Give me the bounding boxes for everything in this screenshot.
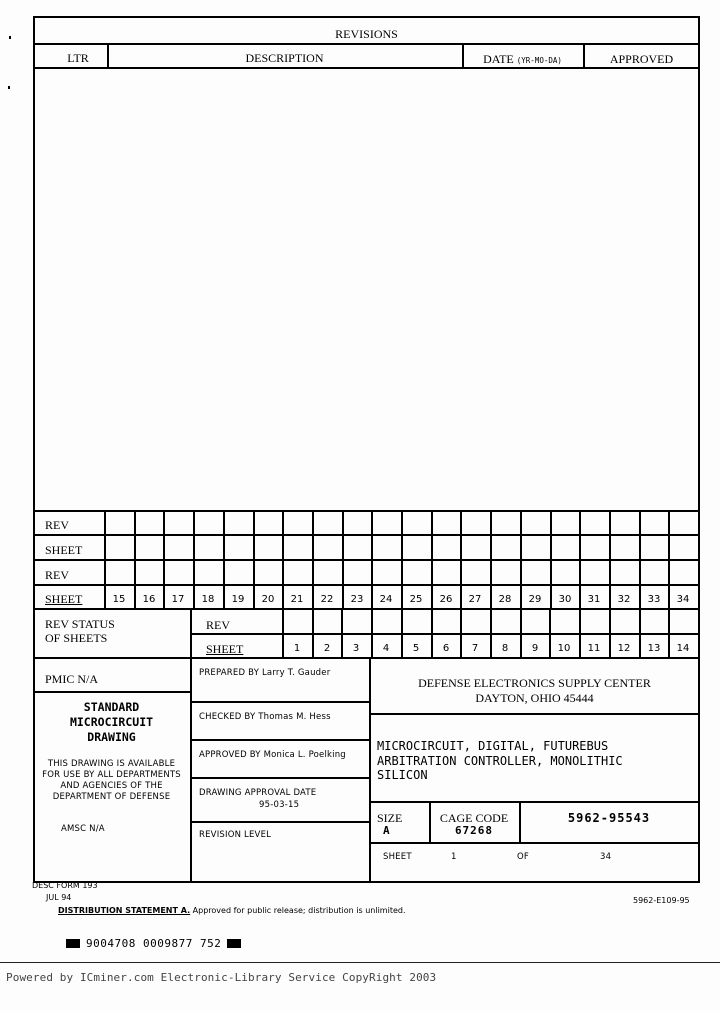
- sheet-number-cell: 30: [558, 594, 572, 605]
- revision-level-label: REVISION LEVEL: [199, 830, 272, 840]
- revisions-block: [33, 16, 700, 512]
- availability-line1: THIS DRAWING IS AVAILABLE: [47, 759, 176, 769]
- size-value: A: [383, 824, 390, 837]
- sheet-number-cell: 17: [171, 594, 185, 605]
- size-label: SIZE: [377, 811, 403, 825]
- column-ltr: LTR: [67, 51, 89, 65]
- revisions-entries-area: [35, 69, 698, 512]
- date-format: (YR-MO-DA): [516, 56, 562, 65]
- sheet-number-cell: 31: [587, 594, 601, 605]
- drawing-title-line1: MICROCIRCUIT, DIGITAL, FUTUREBUS: [377, 739, 609, 753]
- sheet-number-cell: 9: [531, 643, 539, 654]
- cage-code-label: CAGE CODE: [439, 811, 509, 825]
- rev-status-label-line2: OF SHEETS: [45, 631, 108, 645]
- row-label-rev: REV: [45, 518, 69, 532]
- sheet-number-cell: 32: [617, 594, 631, 605]
- column-description: DESCRIPTION: [245, 51, 324, 65]
- barcode-text: 9004708 0009877 752: [86, 936, 222, 950]
- standard-drawing-line2: MICROCIRCUIT: [69, 715, 154, 729]
- rev-status-block: [33, 608, 700, 660]
- scan-mark: [9, 36, 11, 39]
- drawing-title-line3: SILICON: [377, 768, 428, 782]
- sheet-number-cell: 25: [409, 594, 423, 605]
- sheet-value: 1: [451, 852, 457, 862]
- drawing-title-line2: ARBITRATION CONTROLLER, MONOLITHIC: [377, 754, 623, 768]
- distribution-text: Approved for public release; distribution is unlimited.: [190, 906, 406, 915]
- availability-line3: AND AGENCIES OF THE: [60, 781, 163, 791]
- footer-divider: [0, 962, 720, 963]
- sheet-number-cell: 16: [142, 594, 156, 605]
- sheet-number-cell: 22: [320, 594, 334, 605]
- sheet-number-cell: 24: [379, 594, 393, 605]
- sheet-label: SHEET: [383, 852, 412, 862]
- barcode-block-icon: [66, 939, 80, 948]
- sheet-number-cell: 3: [352, 643, 360, 654]
- pmic-label: PMIC N/A: [45, 672, 99, 686]
- barcode-block-icon: [227, 939, 241, 948]
- sheet-number-cell: 29: [528, 594, 542, 605]
- sheet-number-cell: 19: [231, 594, 245, 605]
- sheet-number-cell: 21: [290, 594, 304, 605]
- row-label-rev: REV: [45, 568, 69, 582]
- sheet-number-cell: 2: [323, 643, 331, 654]
- amsc-label: AMSC N/A: [61, 824, 105, 834]
- sheet-number-cell: 4: [382, 643, 390, 654]
- document-code: 5962-E109-95: [633, 896, 690, 905]
- barcode-line: [66, 936, 241, 950]
- checked-by: CHECKED BY Thomas M. Hess: [199, 712, 331, 722]
- sheet-number-cell: 28: [498, 594, 512, 605]
- sheet-number-cell: 7: [471, 643, 479, 654]
- row-label-sheet: SHEET: [45, 592, 83, 606]
- sheet-number-cell: 1: [293, 643, 301, 654]
- sheet-number-cell: 8: [501, 643, 509, 654]
- sheet-number-cell: 23: [350, 594, 364, 605]
- agency-address: DAYTON, OHIO 45444: [475, 691, 594, 705]
- drawing-number: 5962-95543: [567, 811, 651, 825]
- sheet-number-cell: 34: [676, 594, 690, 605]
- sheet-number-cell: 26: [439, 594, 453, 605]
- row-label-sheet: SHEET: [45, 543, 83, 557]
- availability-line4: DEPARTMENT OF DEFENSE: [52, 792, 171, 802]
- approval-date-value: 95-03-15: [259, 800, 300, 810]
- lower-sheet-label: SHEET: [206, 642, 244, 656]
- sheet-number-cell: 13: [647, 643, 661, 654]
- form-date: JUL 94: [46, 893, 72, 902]
- of-label: OF: [517, 852, 529, 862]
- approved-by: APPROVED BY Monica L. Poelking: [199, 750, 346, 760]
- sheet-number-cell: 20: [261, 594, 275, 605]
- sheet-number-cell: 6: [442, 643, 450, 654]
- distribution-label: DISTRIBUTION STATEMENT A.: [58, 906, 191, 915]
- of-value: 34: [600, 852, 612, 862]
- standard-drawing-line3: DRAWING: [87, 730, 136, 744]
- title-block: [33, 657, 700, 883]
- sheet-number-cell: 15: [112, 594, 126, 605]
- rev-status-label-line1: REV STATUS: [45, 617, 115, 631]
- date-label: DATE: [483, 52, 514, 66]
- sheet-number-cell: 5: [412, 643, 420, 654]
- sheet-number-cell: 33: [647, 594, 661, 605]
- standard-drawing-line1: STANDARD: [83, 700, 140, 714]
- sheet-number-cell: 10: [557, 643, 571, 654]
- scan-mark: [8, 86, 10, 89]
- distribution-statement: [58, 906, 406, 915]
- lower-rev-label: REV: [206, 618, 230, 632]
- revisions-title: REVISIONS: [335, 27, 398, 41]
- sheet-number-cell: 14: [676, 643, 690, 654]
- column-approved: APPROVED: [609, 52, 674, 66]
- sheet-number-cell: 27: [468, 594, 482, 605]
- sheet-number-cell: 18: [201, 594, 215, 605]
- cage-code-value: 67268: [454, 824, 494, 837]
- powered-by-text: Powered by ICminer.com Electronic-Library Service CopyRight 2003: [6, 971, 437, 984]
- prepared-by: PREPARED BY Larry T. Gauder: [199, 668, 331, 678]
- approval-date-label: DRAWING APPROVAL DATE: [199, 788, 317, 798]
- form-number: DESC FORM 193: [32, 881, 98, 890]
- rev-sheet-grid-upper: [33, 510, 700, 610]
- availability-line2: FOR USE BY ALL DEPARTMENTS: [42, 770, 181, 780]
- sheet-number-cell: 12: [617, 643, 631, 654]
- column-date: [462, 52, 583, 67]
- agency-name: DEFENSE ELECTRONICS SUPPLY CENTER: [418, 676, 651, 690]
- sheet-number-cell: 11: [587, 643, 601, 654]
